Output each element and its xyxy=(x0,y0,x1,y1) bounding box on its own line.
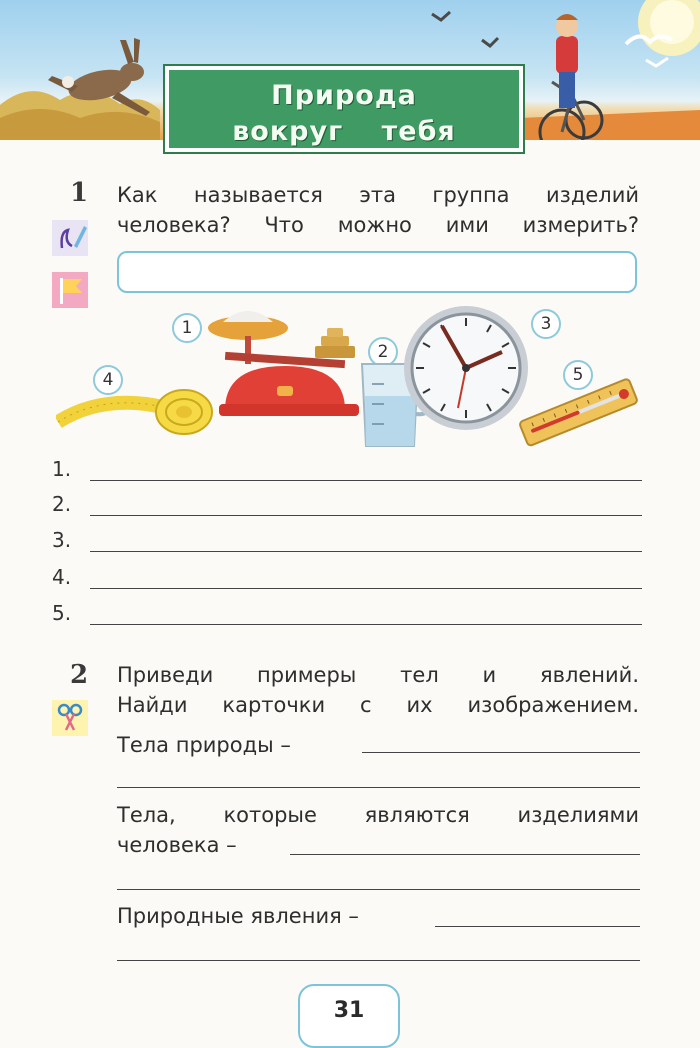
task2-number: 2 xyxy=(70,660,89,690)
field-phenomena-line2[interactable] xyxy=(117,960,640,961)
tape-measure-image xyxy=(56,378,216,444)
answer-line-label: 1. xyxy=(52,457,72,481)
picture-number-3: 3 xyxy=(531,309,561,339)
task1-question-line2: человека? Что можно ими измерить? xyxy=(117,213,639,237)
answer-line-2[interactable] xyxy=(52,490,642,520)
clock-image xyxy=(402,304,530,436)
picture-number-5: 5 xyxy=(563,360,593,390)
field-human-made-label-line2: человека – xyxy=(117,833,237,857)
field-natural-bodies-line[interactable] xyxy=(362,752,640,753)
page-number xyxy=(298,984,400,1048)
field-human-made-label-line1: Тела, которые являются изделиями xyxy=(117,803,639,827)
title-line1: Природа xyxy=(271,80,417,111)
answer-line-label: 3. xyxy=(52,528,72,552)
task1-question-line1: Как называется эта группа изделий xyxy=(117,183,639,207)
answer-line-3[interactable] xyxy=(52,526,642,556)
thermometer-image xyxy=(512,378,642,454)
answer-line-label: 5. xyxy=(52,601,72,625)
answer-line-label: 2. xyxy=(52,492,72,516)
field-human-made-line2[interactable] xyxy=(117,889,640,890)
field-natural-bodies-label: Тела природы – xyxy=(117,733,291,757)
field-natural-bodies-line2[interactable] xyxy=(117,787,640,788)
picture-number-1: 1 xyxy=(172,313,202,343)
flag-icon xyxy=(52,272,88,308)
title-line2: вокруг тебя xyxy=(232,116,456,147)
answer-line-4[interactable] xyxy=(52,563,642,593)
task1-answer-field[interactable] xyxy=(117,251,637,293)
picture-number-4: 4 xyxy=(93,365,123,395)
picture-number-2: 2 xyxy=(368,337,398,367)
task2-question-line2: Найди карточки с их изображением. xyxy=(117,693,639,717)
task2-question-line1: Приведи примеры тел и явлений. xyxy=(117,663,639,687)
pen-icon xyxy=(52,220,88,256)
scales-image xyxy=(205,300,365,426)
answer-line-5[interactable] xyxy=(52,599,642,629)
task1-number: 1 xyxy=(70,178,89,208)
field-phenomena-line[interactable] xyxy=(435,926,640,927)
answer-line-1[interactable] xyxy=(52,455,642,485)
field-phenomena-label: Природные явления – xyxy=(117,904,359,928)
field-human-made-line[interactable] xyxy=(290,854,640,855)
scissors-icon xyxy=(52,700,88,736)
page-title xyxy=(165,66,523,152)
answer-line-label: 4. xyxy=(52,565,72,589)
page-number-text: 31 xyxy=(333,998,365,1023)
